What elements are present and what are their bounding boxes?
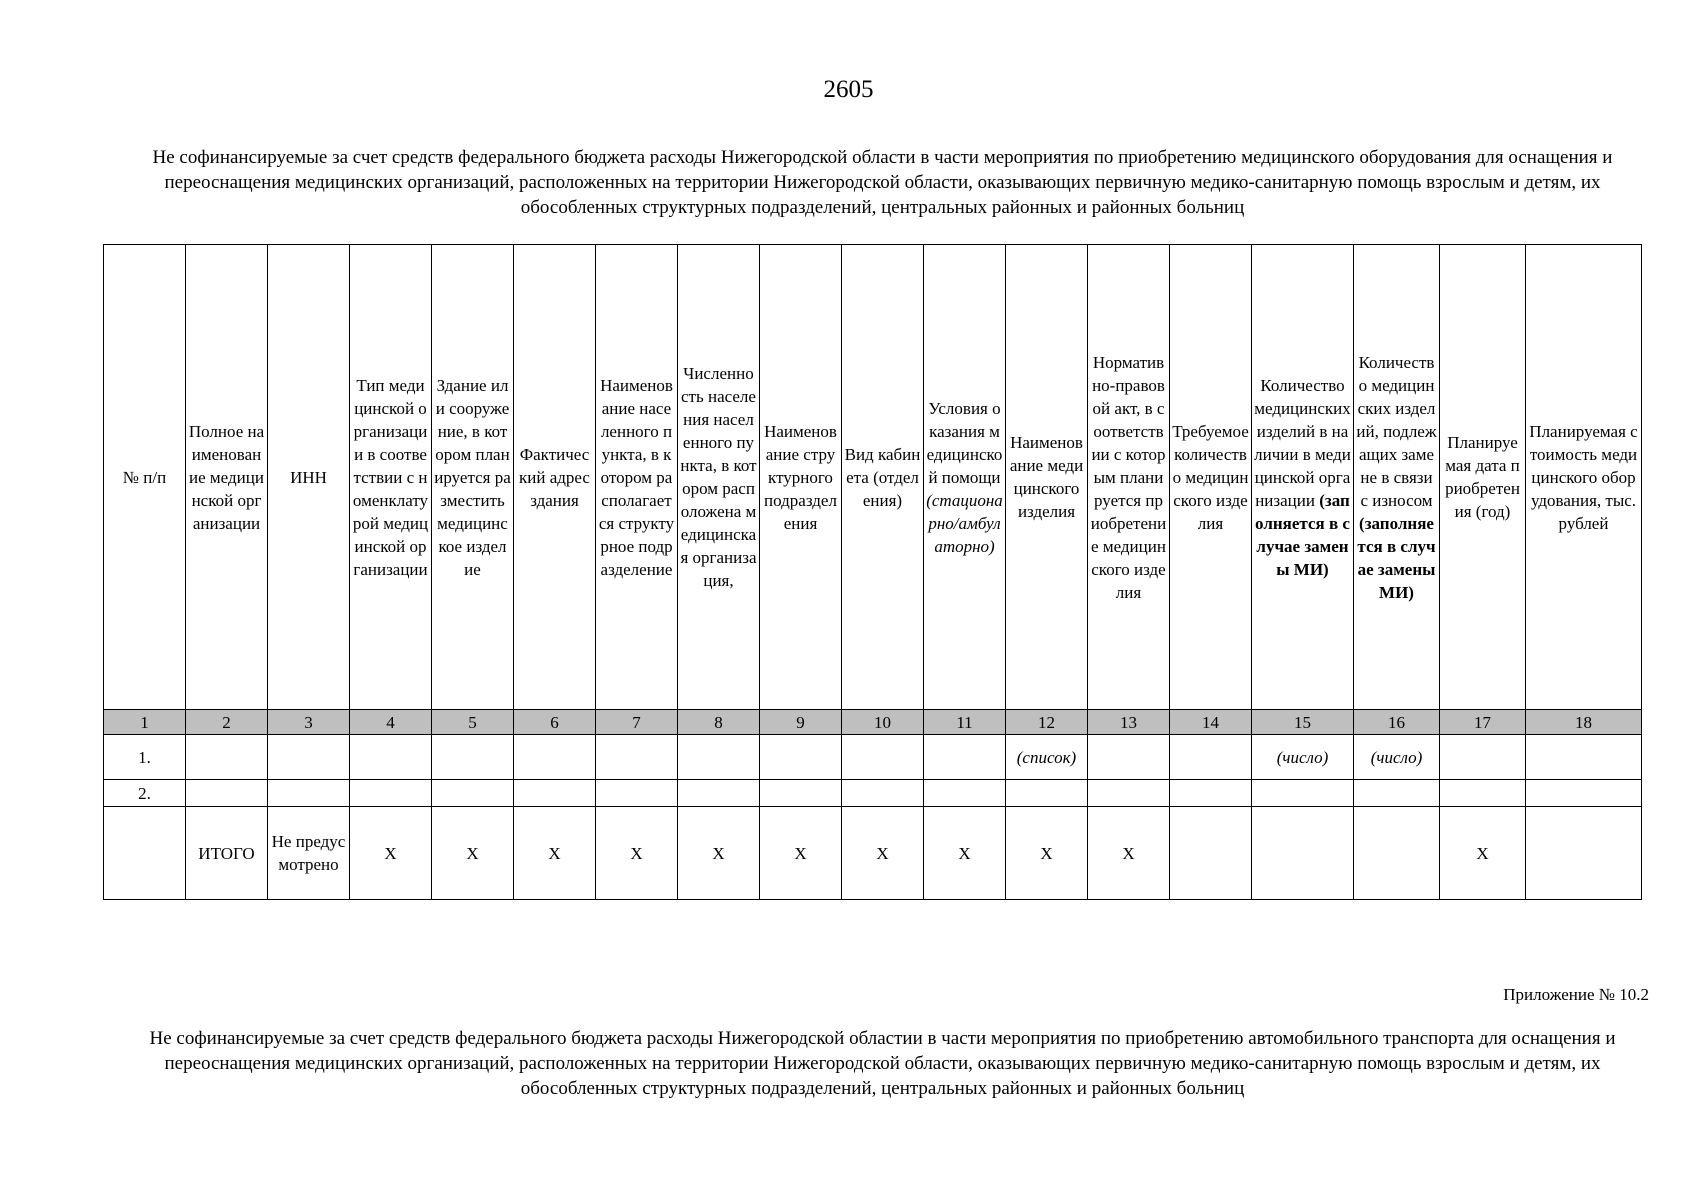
column-number: 5 [432, 710, 514, 735]
equipment-table [103, 244, 1642, 900]
table-cell [1440, 735, 1526, 780]
table-cell [842, 780, 924, 807]
header-cell: Условия оказания медицинской помощи (стационарно/амбулаторно) [924, 245, 1006, 710]
column-number: 13 [1088, 710, 1170, 735]
table-cell-number: (число) [1354, 735, 1440, 780]
header-cell: Наименование медицинского изделия [1006, 245, 1088, 710]
column-number: 2 [186, 710, 268, 735]
total-label: ИТОГО [186, 807, 268, 900]
x-mark: X [596, 807, 678, 900]
header-cell: № п/п [104, 245, 186, 710]
table-cell [432, 735, 514, 780]
table-cell [1252, 780, 1354, 807]
table-cell [268, 735, 350, 780]
table-cell [350, 735, 432, 780]
table-cell [350, 780, 432, 807]
header-cell: Наименование структурного подразделения [760, 245, 842, 710]
table-cell [1354, 807, 1440, 900]
header-cell: Фактический адрес здания [514, 245, 596, 710]
table-cell [924, 735, 1006, 780]
table-cell [514, 780, 596, 807]
x-mark: X [1440, 807, 1526, 900]
table-cell [186, 780, 268, 807]
x-mark: X [760, 807, 842, 900]
table-cell [514, 735, 596, 780]
row-number: 2. [104, 780, 186, 807]
table-cell [186, 735, 268, 780]
header-cell: Планируемая стоимость медицинского оборудования, тыс. рублей [1526, 245, 1642, 710]
table-cell [596, 735, 678, 780]
table-cell [1088, 735, 1170, 780]
table-cell [760, 735, 842, 780]
table-cell [1252, 807, 1354, 900]
table-cell-list: (список) [1006, 735, 1088, 780]
inn-cell: Не предусмотрено [268, 807, 350, 900]
total-row [104, 807, 1642, 900]
x-mark: X [842, 807, 924, 900]
table-cell [842, 735, 924, 780]
table-cell [678, 735, 760, 780]
table-cell [760, 780, 842, 807]
header-cell: ИНН [268, 245, 350, 710]
column-number: 9 [760, 710, 842, 735]
table-row [104, 780, 1642, 807]
x-mark: X [514, 807, 596, 900]
header-cell: Вид кабинета (отделения) [842, 245, 924, 710]
column-number: 11 [924, 710, 1006, 735]
column-number: 6 [514, 710, 596, 735]
column-number-row [104, 710, 1642, 735]
table-cell [268, 780, 350, 807]
table-cell [1170, 780, 1252, 807]
table-cell [596, 780, 678, 807]
column-number: 7 [596, 710, 678, 735]
table-cell [1440, 780, 1526, 807]
appendix-label: Приложение № 10.2 [1503, 985, 1649, 1004]
column-number: 8 [678, 710, 760, 735]
column-number: 15 [1252, 710, 1354, 735]
column-number: 14 [1170, 710, 1252, 735]
page-number: 2605 [823, 76, 874, 103]
header-cell: Количество медицинских изделий в наличии в медицинской организации (заполняется в случае замены МИ) [1252, 245, 1354, 710]
table-cell [924, 780, 1006, 807]
header-cell: Численность населения населенного пункта, в котором расположена медицинская организация, [678, 245, 760, 710]
table-cell [1354, 780, 1440, 807]
table-cell [1526, 807, 1642, 900]
row-number: 1. [104, 735, 186, 780]
table-cell [1526, 780, 1642, 807]
table-cell-number: (число) [1252, 735, 1354, 780]
x-mark: X [350, 807, 432, 900]
table-row [104, 735, 1642, 780]
column-number: 3 [268, 710, 350, 735]
section-title: Не софинансируемые за счет средств федерального бюджета расходы Нижегородской областии в части мероприятия по приобретению автомобильного транспорта для оснащения и переоснащения медицинских организаций, расположенных на территории Нижегородской области, оказывающих первичную медико-санитарную помощь взрослым и детям, их обособленных структурных подразделений, центральных районных и районных больниц [149, 1028, 1616, 1099]
header-cell: Полное наименование медицинской организации [186, 245, 268, 710]
header-cell: Требуемое количество медицинского изделия [1170, 245, 1252, 710]
column-number: 12 [1006, 710, 1088, 735]
table-cell [678, 780, 760, 807]
header-cell: Здание или сооружение, в котором планируется разместить медицинское изделие [432, 245, 514, 710]
header-cell: Наименование населенного пункта, в котором располагается структурное подразделение [596, 245, 678, 710]
column-number: 17 [1440, 710, 1526, 735]
x-mark: X [1088, 807, 1170, 900]
column-number: 16 [1354, 710, 1440, 735]
table-cell [104, 807, 186, 900]
header-cell: Нормативно-правовой акт, в соответствии с которым планируется приобретение медицинского изделия [1088, 245, 1170, 710]
x-mark: X [924, 807, 1006, 900]
table-cell [1006, 780, 1088, 807]
column-number: 4 [350, 710, 432, 735]
header-cell: Количество медицинских изделий, подлежащих замене в связи с износом (заполняется в случае замены МИ) [1354, 245, 1440, 710]
header-row [104, 245, 1642, 710]
x-mark: X [1006, 807, 1088, 900]
column-number: 10 [842, 710, 924, 735]
table-cell [432, 780, 514, 807]
column-number: 18 [1526, 710, 1642, 735]
table-cell [1088, 780, 1170, 807]
table-title: Не софинансируемые за счет средств федерального бюджета расходы Нижегородской области в части мероприятия по приобретению медицинского оборудования для оснащения и переоснащения медицинских организаций, расположенных на территории Нижегородской области, оказывающих первичную медико-санитарную помощь взрослым и детям, их обособленных структурных подразделений, центральных районных и районных больниц [152, 147, 1613, 218]
x-mark: X [678, 807, 760, 900]
table-cell [1170, 735, 1252, 780]
table-cell [1170, 807, 1252, 900]
header-cell: Планируемая дата приобретения (год) [1440, 245, 1526, 710]
table-cell [1526, 735, 1642, 780]
column-number: 1 [104, 710, 186, 735]
header-cell: Тип медицинской организации в соответствии с номенклатурой медицинской организации [350, 245, 432, 710]
x-mark: X [432, 807, 514, 900]
